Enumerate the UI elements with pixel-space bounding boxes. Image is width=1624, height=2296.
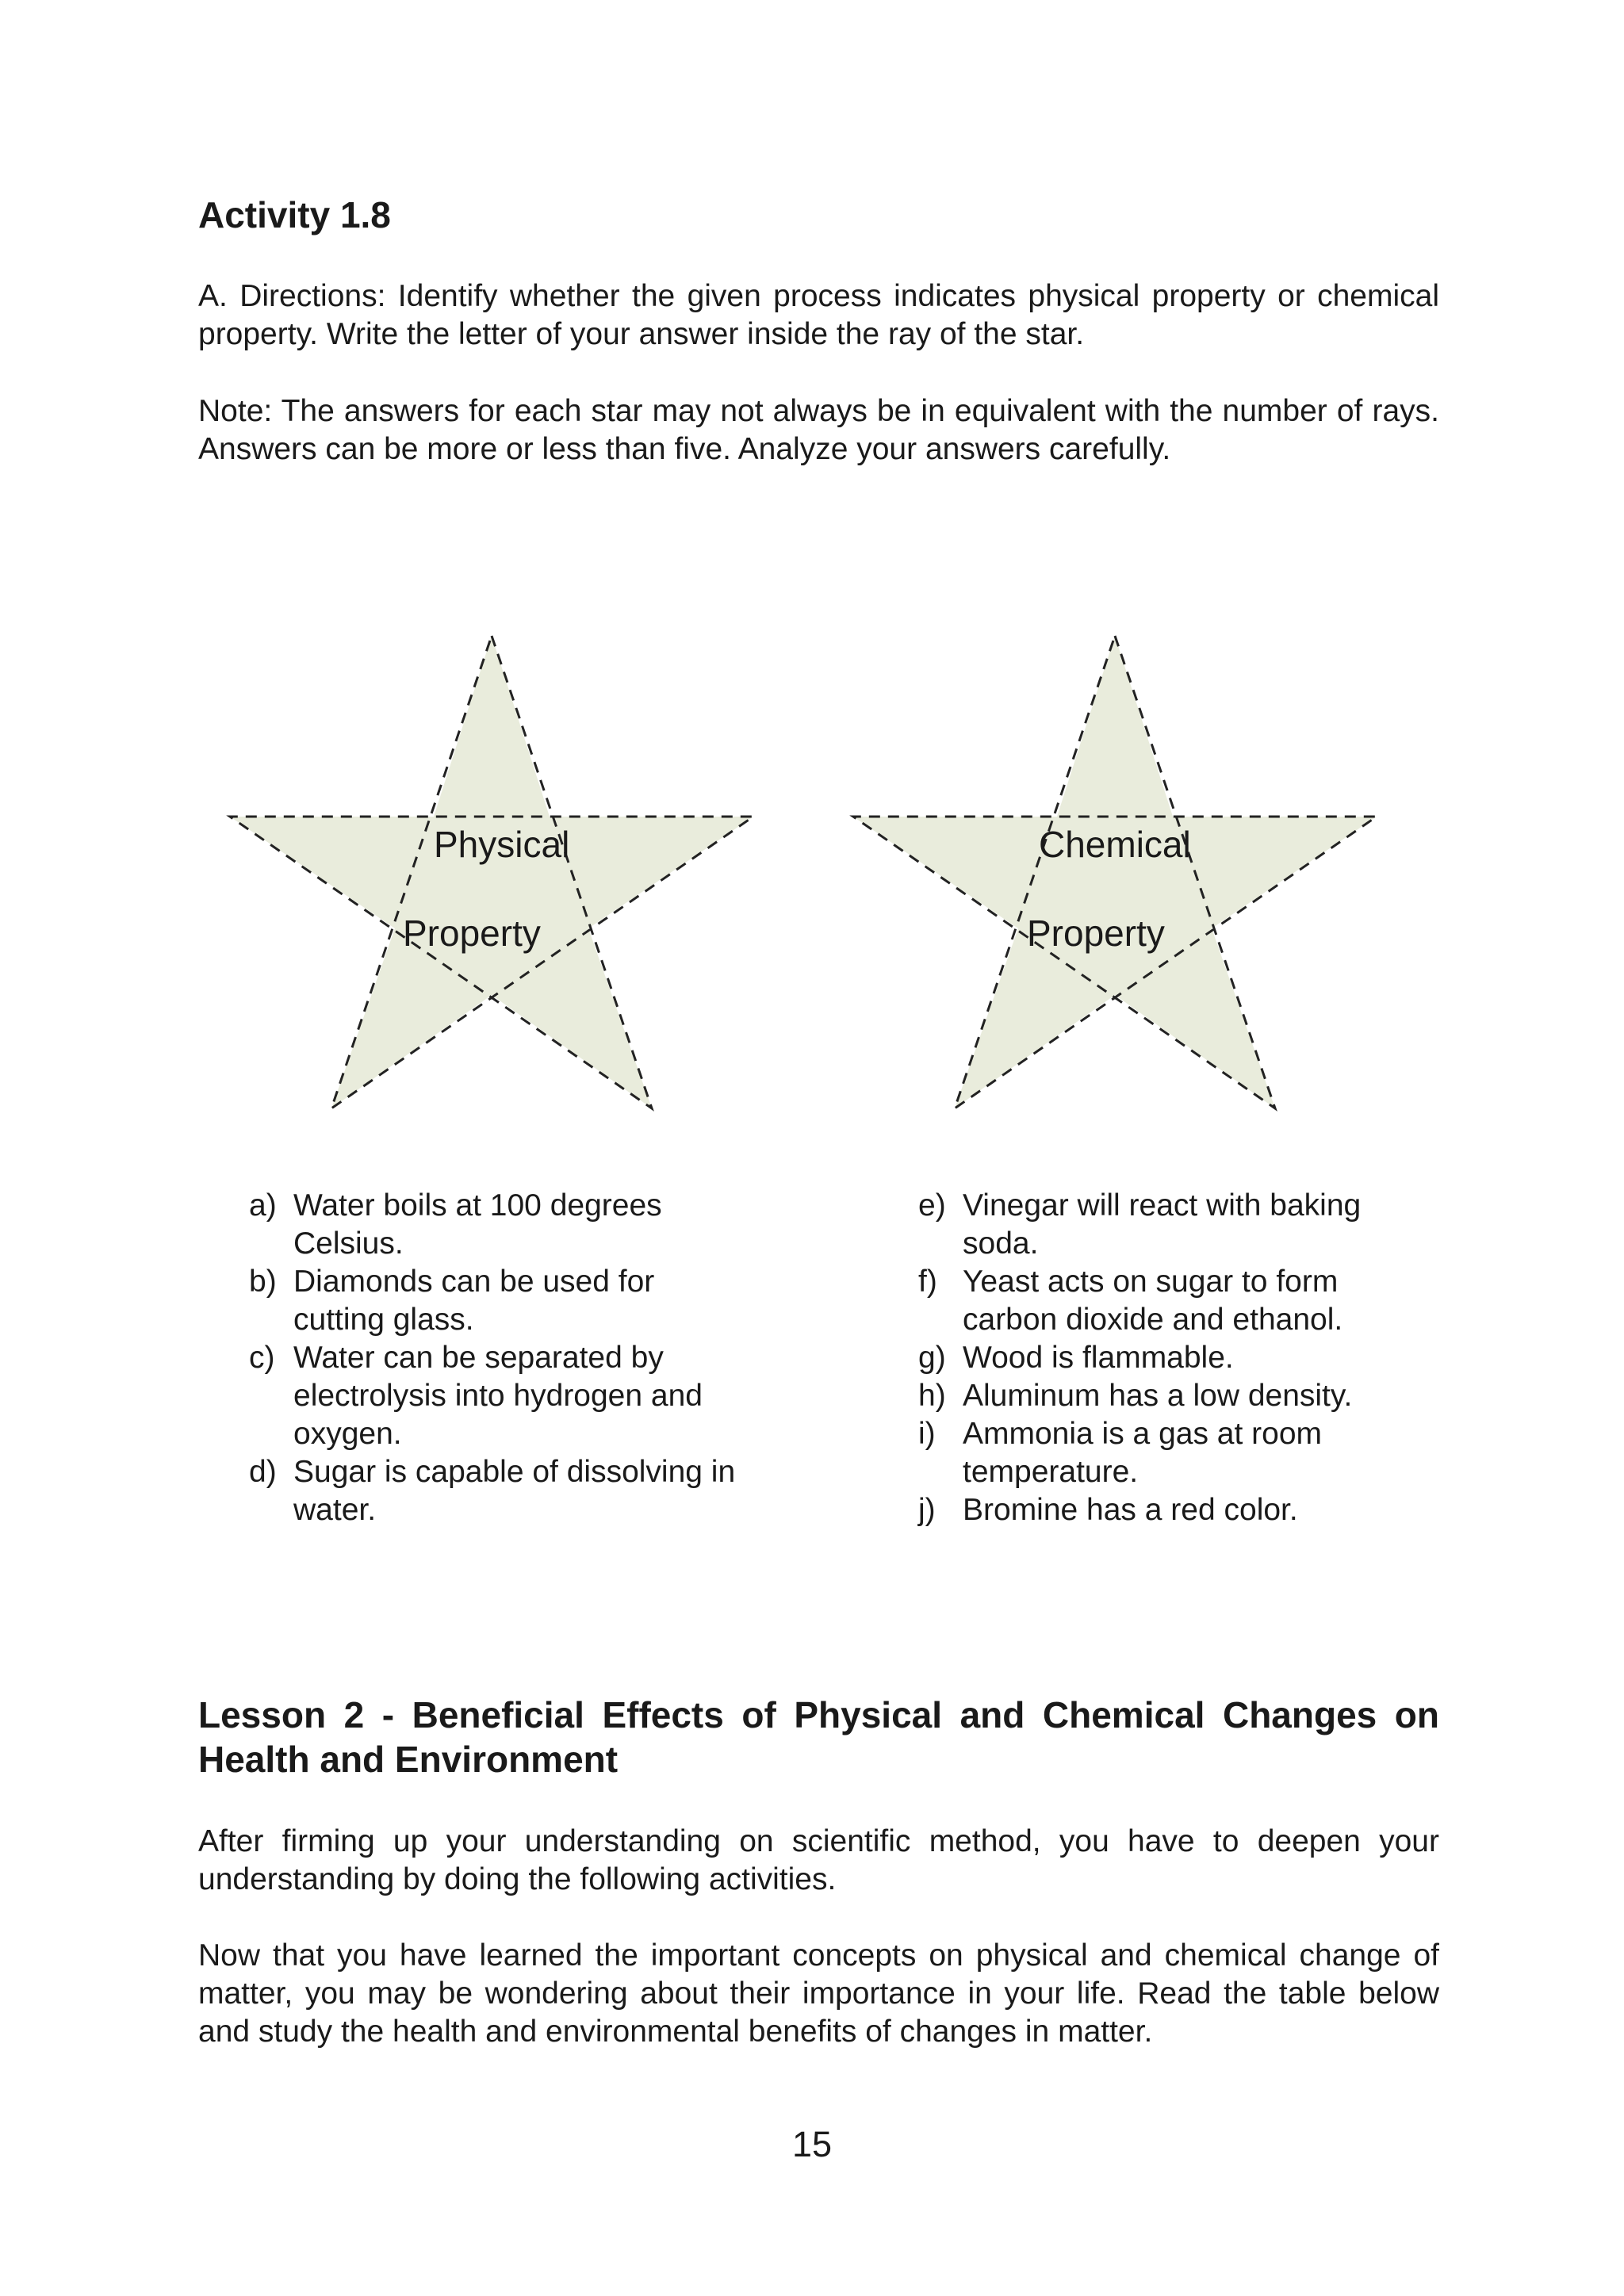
process-item-text-line: carbon dioxide and ethanol. xyxy=(963,1303,1343,1337)
process-item-text-line: Aluminum has a low density. xyxy=(963,1379,1353,1413)
process-item-text-line: Diamonds can be used for xyxy=(293,1265,655,1299)
chemical-property-star xyxy=(853,636,1377,1108)
process-item-text-line: oxygen. xyxy=(293,1417,402,1451)
lesson-paragraph-2: Now that you have learned the important concepts on physical and chemical change of matter, you may be wondering about their importance in your life. Read the table below and study the health and environmental benefits of changes in matter. xyxy=(198,1938,1439,2049)
stars-svg xyxy=(0,618,1624,1126)
process-item-letter: a) xyxy=(249,1188,277,1223)
process-item-letter: j) xyxy=(918,1493,936,1527)
process-item xyxy=(243,1453,798,1529)
process-item-text-line: Water boils at 100 degrees xyxy=(293,1188,662,1223)
process-item-letter: h) xyxy=(918,1379,946,1413)
physical-star-label-line1: Physical xyxy=(434,824,570,865)
physical-star-label-line2: Property xyxy=(403,913,541,954)
process-item-letter: d) xyxy=(249,1455,277,1489)
process-list-right xyxy=(912,1187,1467,1529)
process-item xyxy=(912,1263,1467,1339)
chemical-star-label-line1: Chemical xyxy=(1039,824,1191,865)
process-item-letter: i) xyxy=(918,1417,936,1451)
process-item-text-line: Water can be separated by xyxy=(293,1341,664,1375)
process-item-letter: e) xyxy=(918,1188,946,1223)
process-item-letter: c) xyxy=(249,1341,275,1375)
process-item-text-line: Bromine has a red color. xyxy=(963,1493,1298,1527)
process-item-letter: g) xyxy=(918,1341,946,1375)
process-item-text-line: Sugar is capable of dissolving in xyxy=(293,1455,736,1489)
physical-property-star xyxy=(230,636,753,1108)
lesson-paragraph-1: After firming up your understanding on scientific method, you have to deepen your understanding by doing the following activities. xyxy=(198,1824,1439,1896)
activity-directions: A. Directions: Identify whether the given process indicates physical property or chemical property. Write the letter of your answer inside the ray of the star. xyxy=(198,279,1439,351)
activity-note: Note: The answers for each star may not always be in equivalent with the number of rays. Answers can be more or less than five. Analyze your answers carefully. xyxy=(198,394,1439,466)
process-item xyxy=(912,1377,1467,1415)
process-item xyxy=(243,1187,798,1263)
star-diagrams xyxy=(0,618,1624,1126)
process-item xyxy=(243,1339,798,1453)
chemical-star-label-line2: Property xyxy=(1027,913,1165,954)
process-item xyxy=(912,1187,1467,1263)
process-item-text-line: Vinegar will react with baking xyxy=(963,1188,1362,1223)
process-item-text-line: Ammonia is a gas at room xyxy=(963,1417,1323,1451)
process-item xyxy=(912,1415,1467,1491)
activity-title: Activity 1.8 xyxy=(198,194,391,235)
process-item-text-line: water. xyxy=(293,1493,377,1527)
process-item-letter: b) xyxy=(249,1265,277,1299)
process-item-text-line: soda. xyxy=(963,1226,1039,1261)
process-item xyxy=(243,1263,798,1339)
process-item-text-line: Celsius. xyxy=(293,1226,404,1261)
page-number: 15 xyxy=(791,2124,833,2164)
lesson-title: Lesson 2 - Beneficial Effects of Physical and Chemical Changes on Health and Environment xyxy=(198,1694,1439,1780)
process-item-text-line: Yeast acts on sugar to form xyxy=(963,1265,1339,1299)
process-item-text-line: temperature. xyxy=(963,1455,1139,1489)
process-item-text-line: cutting glass. xyxy=(293,1303,474,1337)
process-list-left xyxy=(243,1187,798,1529)
process-item xyxy=(912,1339,1467,1377)
process-item-letter: f) xyxy=(918,1265,937,1299)
process-item-text-line: Wood is flammable. xyxy=(963,1341,1234,1375)
process-item-text-line: electrolysis into hydrogen and xyxy=(293,1379,703,1413)
process-item xyxy=(912,1491,1467,1529)
